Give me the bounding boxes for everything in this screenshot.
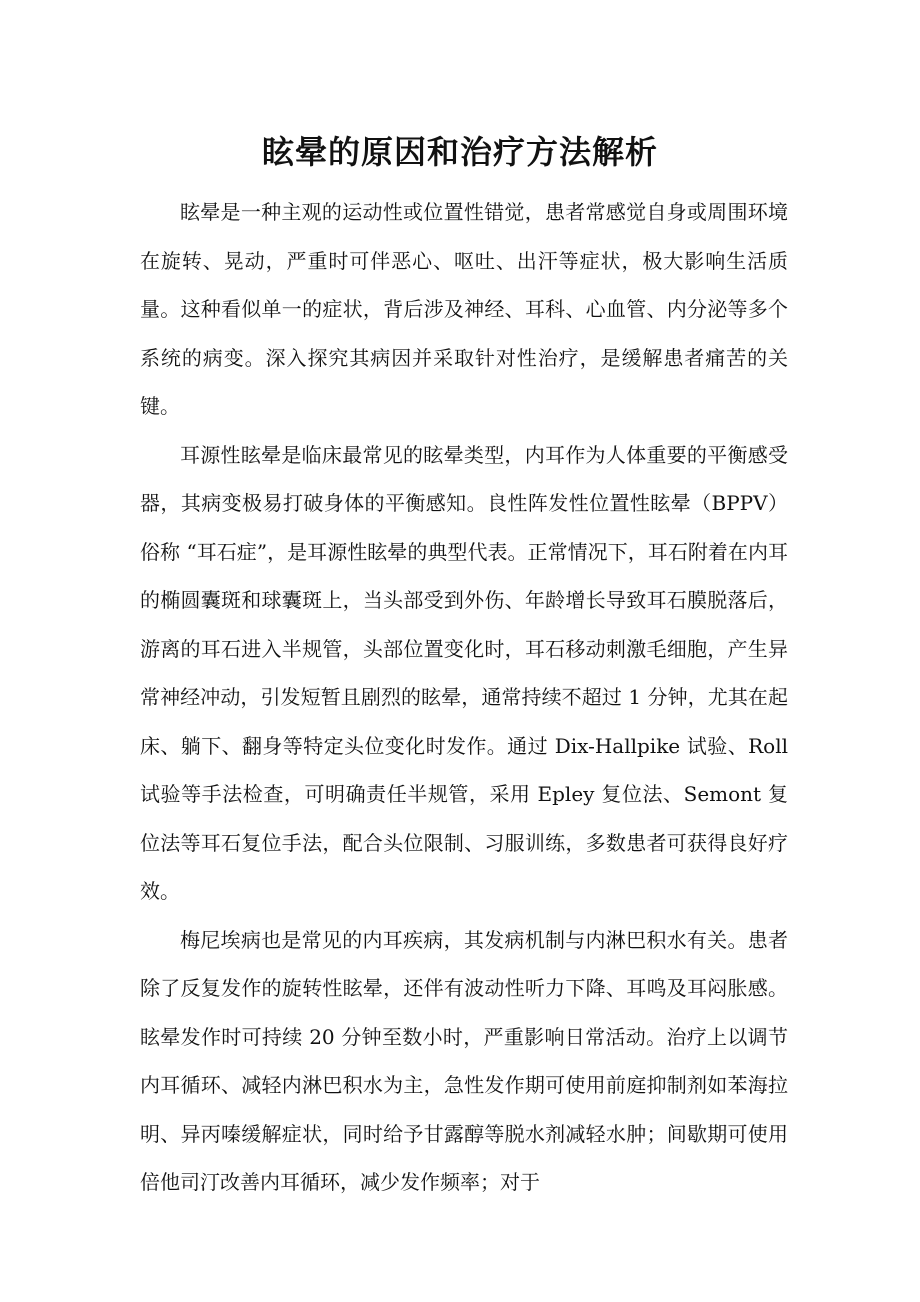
paragraph-meniere: 梅尼埃病也是常见的内耳疾病，其发病机制与内淋巴积水有关。患者除了反复发作的旋转性眩晕，还伴有波动性听力下降、耳鸣及耳闷胀感。眩晕发作时可持续 20 分钟至数小时，严重影响日常活动。治疗上以调节内耳循环、减轻内淋巴积水为主，急性发作期可使用前庭抑制剂如苯海拉明、异丙嗪缓解症状，同时给予甘露醇等脱水剂减轻水肿；间歇期可使用倍他司汀改善内耳循环，减少发作频率；对于 bbox=[140, 927, 788, 1194]
paragraph-bppv: 耳源性眩晕是临床最常见的眩晕类型，内耳作为人体重要的平衡感受器，其病变极易打破身体的平衡感知。良性阵发性位置性眩晕（BPPV）俗称 “耳石症”，是耳源性眩晕的典型代表。正常情况下，耳石附着在内耳的椭圆囊斑和球囊斑上，当头部受到外伤、年龄增长导致耳石膜脱落后，游离的耳石进入半规管，头部位置变化时，耳石移动刺激毛细胞，产生异常神经冲动，引发短暂且剧烈的眩晕，通常持续不超过 1 分钟，尤其在起床、躺下、翻身等特定头位变化时发作。通过 Dix-Hallpike 试验、Roll 试验等手法检查，可明确责任半规管，采用 Epley 复位法、Semont 复位法等耳石复位手法，配合头位限制、习服训练，多数患者可获得良好疗效。 bbox=[140, 442, 788, 903]
document-body bbox=[140, 188, 788, 1207]
document-title: 眩晕的原因和治疗方法解析 bbox=[261, 133, 658, 171]
paragraph-intro: 眩晕是一种主观的运动性或位置性错觉，患者常感觉自身或周围环境在旋转、晃动，严重时可伴恶心、呕吐、出汗等症状，极大影响生活质量。这种看似单一的症状，背后涉及神经、耳科、心血管、内分泌等多个系统的病变。深入探究其病因并采取针对性治疗，是缓解患者痛苦的关键。 bbox=[140, 200, 788, 418]
